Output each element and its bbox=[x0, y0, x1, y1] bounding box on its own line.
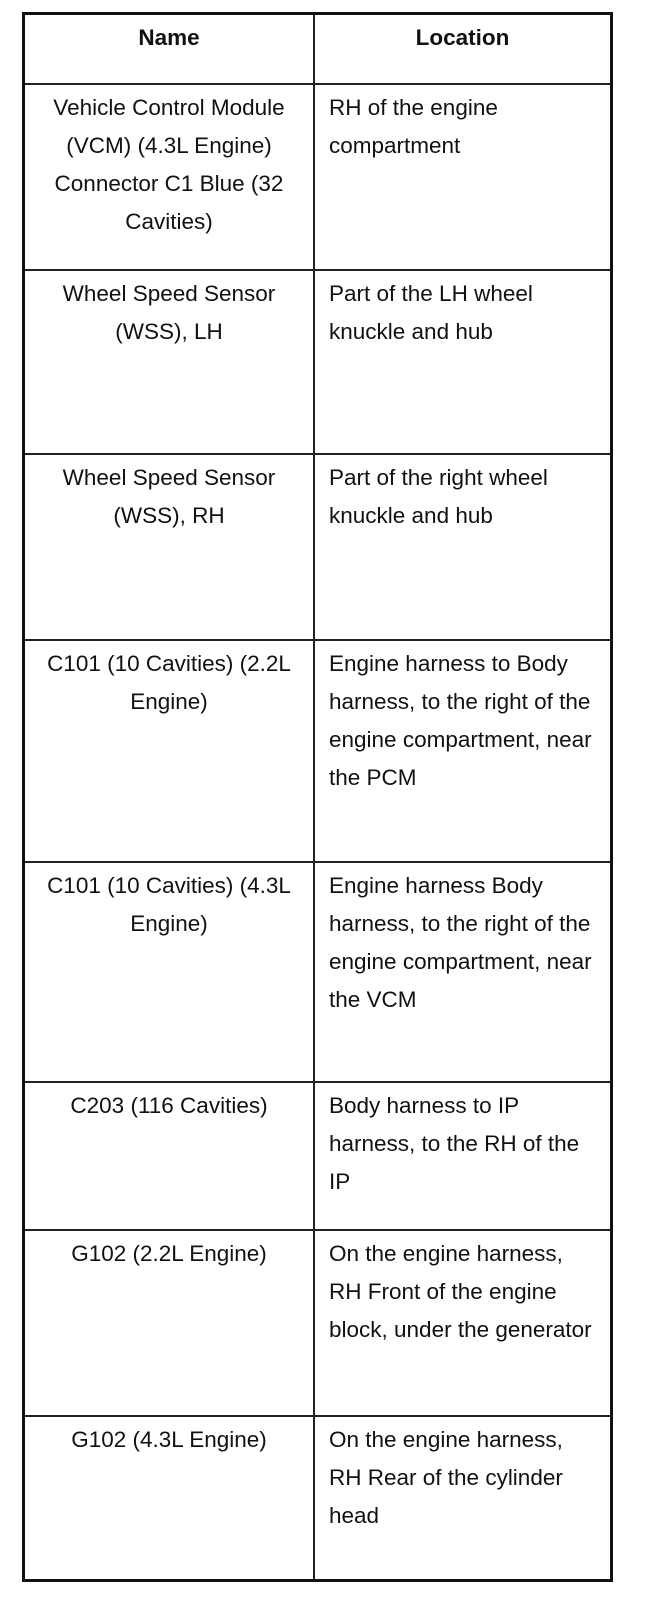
row-location: Engine harness to Body harness, to the right of the engine compartment, near the PCM bbox=[329, 651, 592, 790]
row-location: On the engine harness, RH Front of the engine block, under the generator bbox=[329, 1241, 592, 1342]
table-row bbox=[25, 863, 610, 1083]
row-name: Wheel Speed Sensor (WSS), LH bbox=[25, 271, 315, 453]
row-location: Part of the right wheel knuckle and hub bbox=[329, 465, 548, 528]
table-row bbox=[25, 271, 610, 455]
table-row bbox=[25, 1417, 610, 1579]
header-location: Location bbox=[415, 25, 510, 50]
row-location: Part of the LH wheel knuckle and hub bbox=[329, 281, 533, 344]
table-row bbox=[25, 1083, 610, 1231]
row-name: Wheel Speed Sensor (WSS), RH bbox=[25, 455, 315, 639]
table-row bbox=[25, 85, 610, 271]
row-name: C203 (116 Cavities) bbox=[25, 1083, 315, 1229]
row-location: Engine harness Body harness, to the right of the engine compartment, near the VCM bbox=[329, 873, 592, 1012]
row-location: On the engine harness, RH Rear of the cylinder head bbox=[329, 1427, 563, 1528]
row-name: Vehicle Control Module (VCM) (4.3L Engine) Connector C1 Blue (32 Cavities) bbox=[25, 85, 315, 269]
row-location: Body harness to IP harness, to the RH of the IP bbox=[329, 1093, 580, 1194]
row-name: C101 (10 Cavities) (2.2L Engine) bbox=[25, 641, 315, 861]
table-row bbox=[25, 455, 610, 641]
table-header-row bbox=[25, 15, 610, 85]
row-name: G102 (2.2L Engine) bbox=[25, 1231, 315, 1415]
row-name: G102 (4.3L Engine) bbox=[25, 1417, 315, 1579]
header-name: Name bbox=[25, 15, 315, 83]
row-location: RH of the engine compartment bbox=[329, 95, 498, 158]
table-row bbox=[25, 641, 610, 863]
connector-location-table bbox=[22, 12, 613, 1582]
row-name: C101 (10 Cavities) (4.3L Engine) bbox=[25, 863, 315, 1081]
table-row bbox=[25, 1231, 610, 1417]
